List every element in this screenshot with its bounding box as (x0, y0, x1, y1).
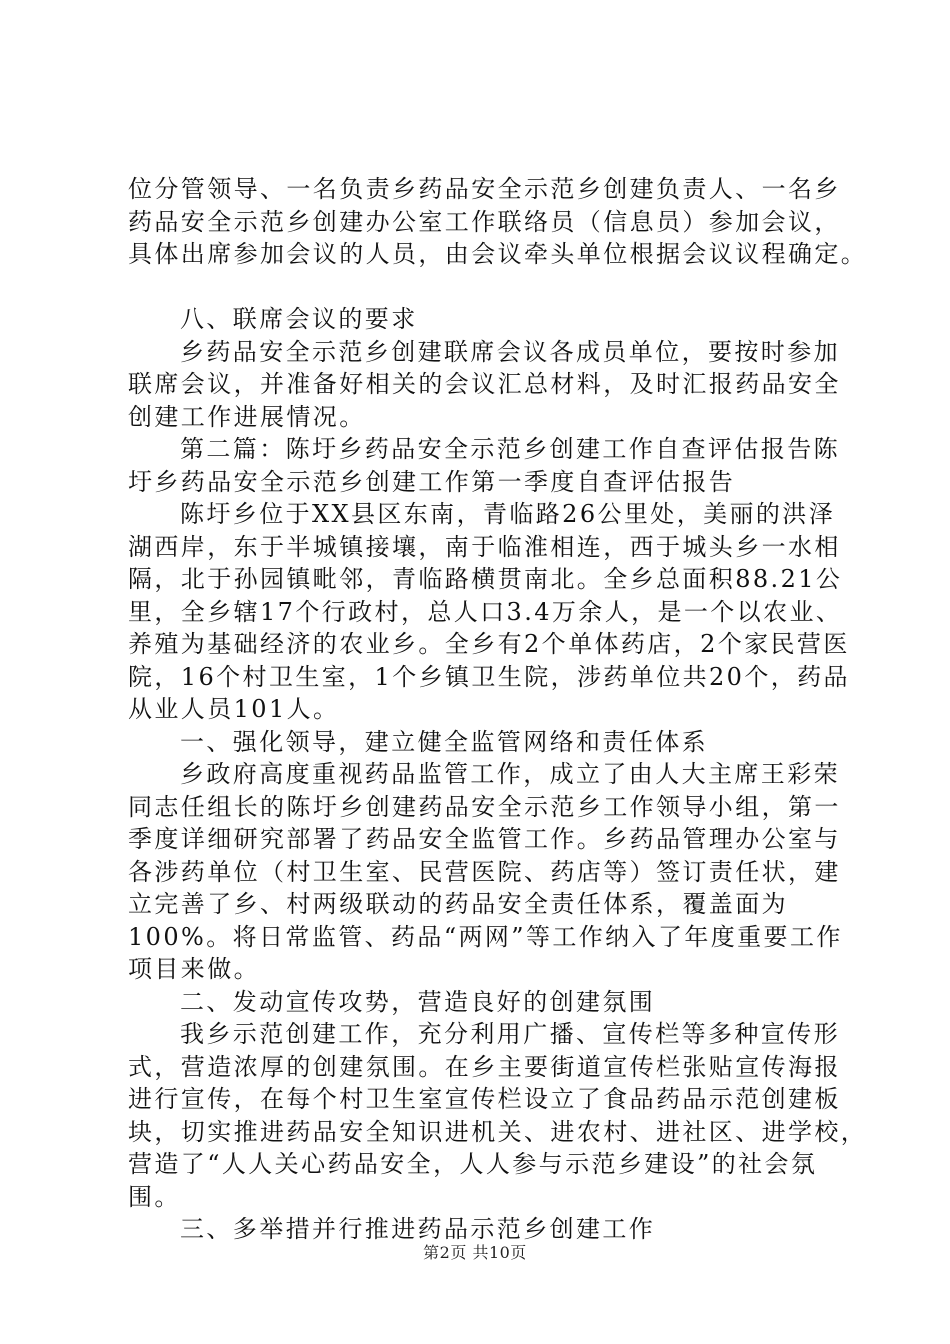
text-line: 立完善了乡、村两级联动的药品安全责任体系，覆盖面为 (128, 890, 788, 918)
chapter-heading: 圩乡药品安全示范乡创建工作第一季度自查评估报告 (128, 467, 736, 496)
text-line: 创建工作进展情况。 (128, 402, 366, 431)
document-body (128, 173, 868, 1246)
section-heading: 八、联席会议的要求 (180, 305, 418, 333)
text-line: 药品安全示范乡创建办公室工作联络员（信息员）参加会议， (128, 207, 841, 236)
text-line: 进行宣传，在每个村卫生室宣传栏设立了食品药品示范创建板 (128, 1085, 841, 1113)
text-line: 陈圩乡位于XX县区东南，青临路26公里处，美丽的洪泽 (180, 500, 836, 528)
section-heading: 一、强化领导，建立健全监管网络和责任体系 (180, 727, 708, 756)
text-line: 季度详细研究部署了药品安全监管工作。乡药品管理办公室与 (128, 825, 841, 853)
section-heading: 二、发动宣传攻势，营造良好的创建氛围 (180, 987, 656, 1016)
text-line: 具体出席参加会议的人员，由会议牵头单位根据会议议程确定。 (128, 240, 868, 268)
text-line: 100%。将日常监管、药品“两网”等工作纳入了年度重要工作 (128, 922, 843, 951)
text-line: 式，营造浓厚的创建氛围。在乡主要街道宣传栏张贴宣传海报 (128, 1052, 841, 1081)
text-line: 位分管领导、一名负责乡药品安全示范乡创建负责人、一名乡 (128, 175, 841, 203)
text-line: 里，全乡辖17个行政村，总人口3.4万余人，是一个以农业、 (128, 597, 843, 626)
text-line: 我乡示范创建工作，充分利用广播、宣传栏等多种宣传形 (180, 1020, 840, 1048)
text-line: 块，切实推进药品安全知识进机关、进农村、进社区、进学校， (128, 1117, 868, 1146)
section-heading: 三、多举措并行推进药品示范乡创建工作 (180, 1215, 656, 1243)
text-line: 乡药品安全示范乡创建联席会议各成员单位，要按时参加 (180, 337, 840, 366)
chapter-heading: 第二篇：陈圩乡药品安全示范乡创建工作自查评估报告陈 (180, 435, 840, 463)
text-line: 围。 (128, 1182, 181, 1211)
text-line: 养殖为基础经济的农业乡。全乡有2个单体药店，2个家民营医 (128, 630, 850, 658)
blank-line (128, 271, 838, 304)
text-line: 院，16个村卫生室，1个乡镇卫生院，涉药单位共20个，药品 (128, 662, 850, 691)
text-line: 同志任组长的陈圩乡创建药品安全示范乡工作领导小组，第一 (128, 792, 841, 821)
page-footer: 第2页 共10页 (423, 1243, 527, 1262)
text-line: 营造了“人人关心药品安全，人人参与示范乡建设”的社会氛 (128, 1150, 818, 1178)
text-line: 各涉药单位（村卫生室、民营医院、药店等）签订责任状，建 (128, 857, 841, 886)
text-line: 从业人员101人。 (128, 695, 340, 723)
text-line: 乡政府高度重视药品监管工作，成立了由人大主席王彩荣 (180, 760, 840, 788)
text-line: 隔，北于孙园镇毗邻，青临路横贯南北。全乡总面积88.21公 (128, 565, 843, 593)
text-line: 湖西岸，东于半城镇接壤，南于临淮相连，西于城头乡一水相 (128, 532, 841, 561)
text-line: 项目来做。 (128, 955, 260, 983)
text-line: 联席会议，并准备好相关的会议汇总材料，及时汇报药品安全 (128, 370, 841, 398)
